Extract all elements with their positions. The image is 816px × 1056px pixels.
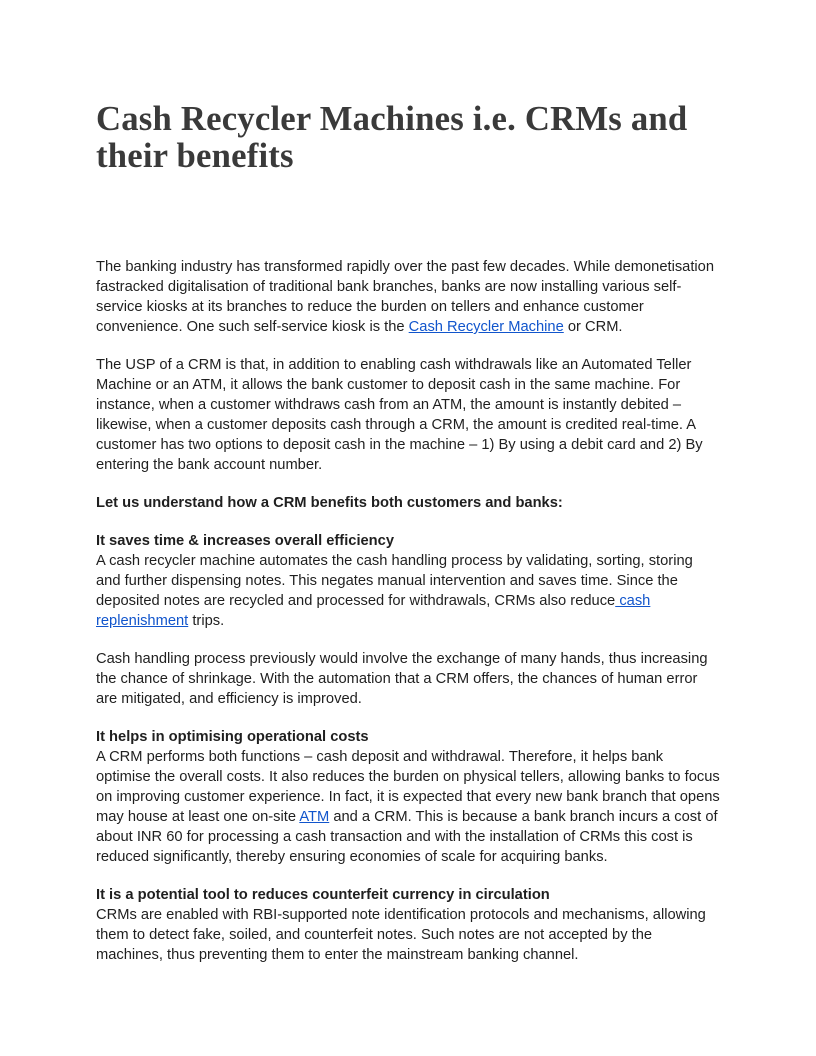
cash-recycler-machine-link[interactable]: Cash Recycler Machine bbox=[408, 319, 564, 335]
shrinkage-paragraph bbox=[96, 649, 720, 709]
document-title: Cash Recycler Machines i.e. CRMs and their benefits bbox=[96, 99, 688, 175]
text-run: trips. bbox=[188, 613, 225, 629]
text-run: It saves time & increases overall efficiency bbox=[96, 533, 394, 549]
cash-replenishment-link[interactable]: cash replenishment bbox=[96, 593, 651, 629]
text-run: The banking industry has transformed rapidly over the past few decades. While demonetisation fastracked digitalisation of traditional bank branches, banks are now installing various self-service kiosks at its branches to reduce the burden on tellers and enhance customer convenience. One such self-service kiosk is the bbox=[96, 259, 715, 335]
atm-link[interactable]: ATM bbox=[299, 809, 330, 825]
text-run: and a CRM. This is because a bank branch incurs a cost of about INR 60 for processing a cash transaction and with the installation of CRMs this cost is reduced significantly, thereby ensuring economies of scale for acquiring banks. bbox=[96, 809, 718, 865]
benefit-efficiency-heading bbox=[96, 531, 720, 551]
benefit-costs-heading bbox=[96, 727, 720, 747]
text-run: A CRM performs both functions – cash deposit and withdrawal. Therefore, it helps bank optimise the overall costs. It also reduces the burden on physical tellers, allowing banks to focus on improving customer experience. In fact, it is expected that every new bank branch that opens may house at least one on-site bbox=[96, 749, 720, 825]
benefits-intro-heading bbox=[96, 493, 720, 513]
text-run: CRMs are enabled with RBI-supported note identification protocols and mechanisms, allowing them to detect fake, soiled, and counterfeit notes. Such notes are not accepted by the machines, thus preventing them to enter the mainstream banking channel. bbox=[96, 907, 706, 963]
text-run: It helps in optimising operational costs bbox=[96, 729, 369, 745]
text-run: Let us understand how a CRM benefits both customers and banks: bbox=[96, 495, 563, 511]
intro-paragraph bbox=[96, 257, 720, 337]
benefit-costs-paragraph bbox=[96, 747, 720, 867]
usp-paragraph bbox=[96, 355, 720, 475]
document-body bbox=[96, 257, 720, 965]
text-run: or CRM. bbox=[563, 319, 623, 335]
text-run: The USP of a CRM is that, in addition to enabling cash withdrawals like an Automated Teller Machine or an ATM, it allows the bank customer to deposit cash in the same machine. For instance, when a customer withdraws cash from an ATM, the amount is instantly debited – likewise, when a customer deposits cash through a CRM, the amount is credited real-time. A customer has two options to deposit cash in the machine – 1) By using a debit card and 2) By entering the bank account number. bbox=[96, 357, 703, 473]
benefit-counterfeit-paragraph bbox=[96, 905, 720, 965]
benefit-efficiency-paragraph bbox=[96, 551, 720, 631]
benefit-counterfeit-heading bbox=[96, 885, 720, 905]
text-run: Cash handling process previously would involve the exchange of many hands, thus increasing the chance of shrinkage. With the automation that a CRM offers, the chances of human error are mitigated, and efficiency is improved. bbox=[96, 651, 708, 707]
text-run: A cash recycler machine automates the cash handling process by validating, sorting, storing and further dispensing notes. This negates manual intervention and saves time. Since the deposited notes are recycled and processed for withdrawals, CRMs also reduce bbox=[96, 553, 693, 609]
text-run: It is a potential tool to reduces counterfeit currency in circulation bbox=[96, 887, 550, 903]
